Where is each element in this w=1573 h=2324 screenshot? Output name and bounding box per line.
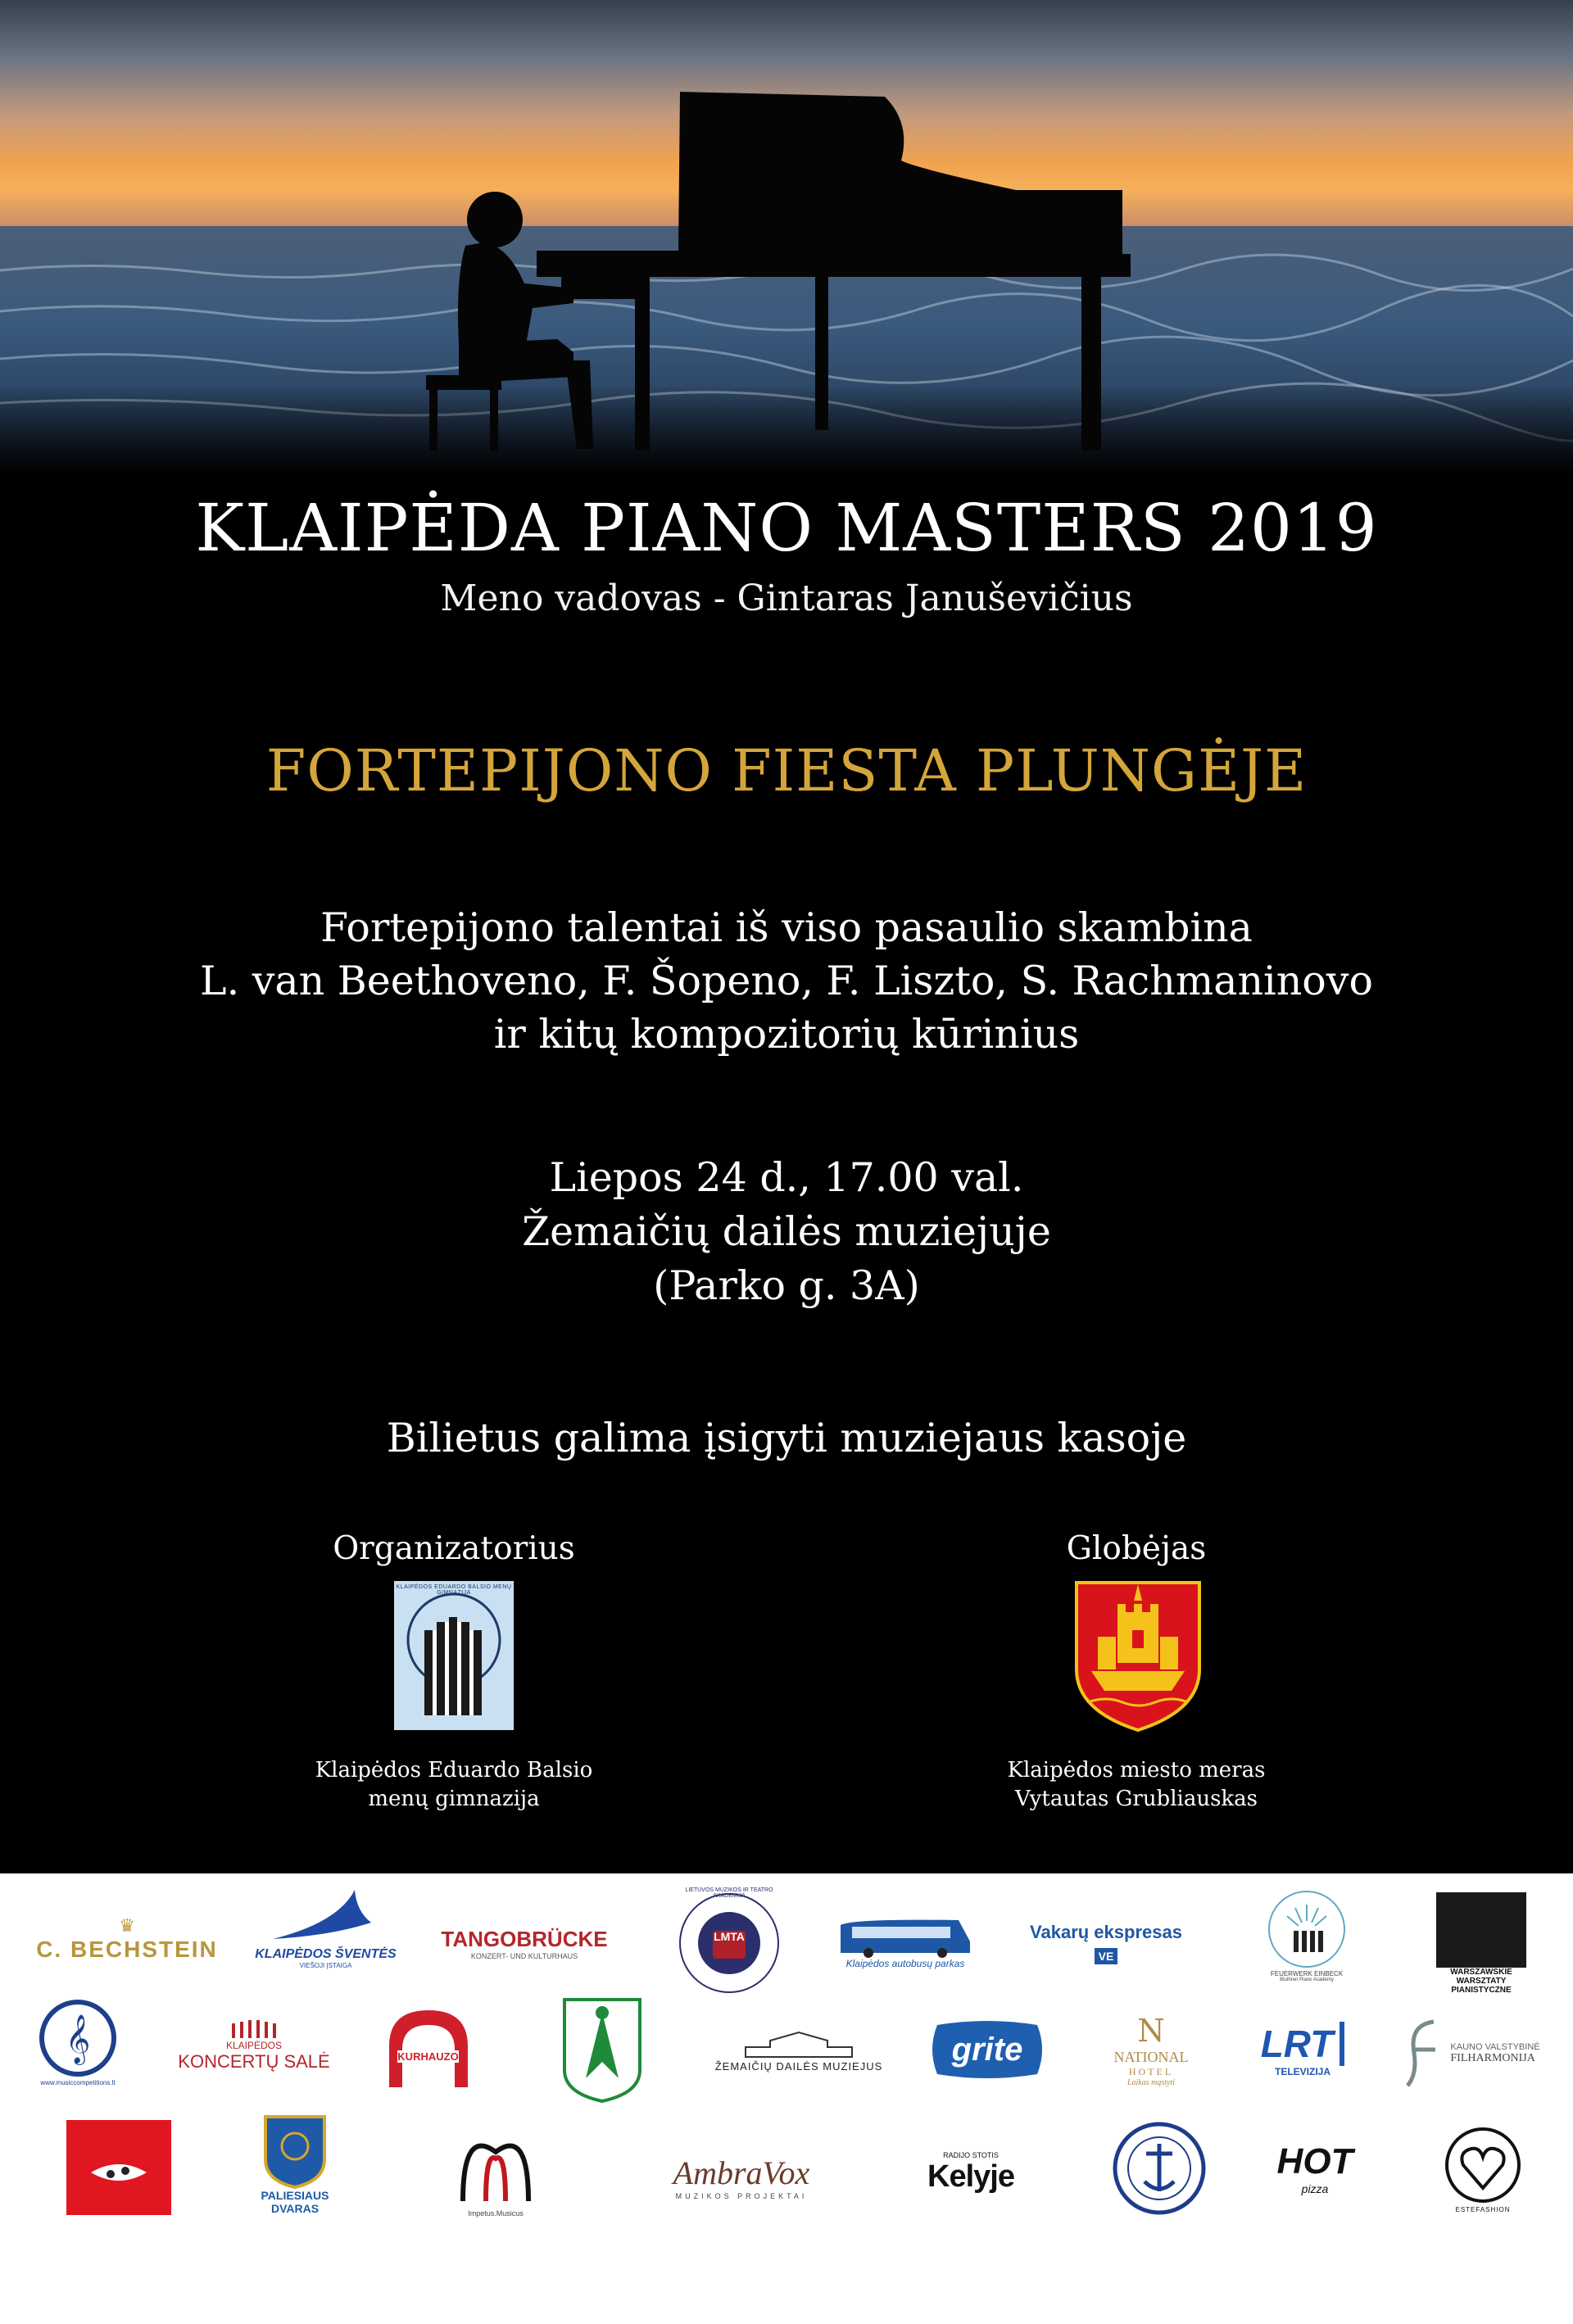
sponsor-vakaru-ekspresas[interactable]: Vakarų ekspresas VE	[1030, 1922, 1182, 1963]
patron-role: Globėjas	[1066, 1530, 1207, 1567]
sponsor-radijo-kelyje[interactable]: RADIJO STOTIS Kelyje	[927, 2150, 1014, 2194]
firework-piano-icon	[1266, 1888, 1348, 1970]
treble-clef-icon	[37, 1997, 119, 2079]
patron-name	[907, 1756, 1366, 1814]
event-venue: Žemaičių dailės muziejuje	[522, 1208, 1051, 1256]
organizer-name-line: menų gimnazija	[368, 1787, 540, 1812]
hero-image	[0, 0, 1573, 475]
sponsor-kauno-filharmonija[interactable]: KAUNO VALSTYBINĖ FILHARMONIJA	[1389, 2017, 1553, 2091]
dancer-shield-icon	[561, 1996, 643, 2103]
description-line: Fortepijono talentai iš viso pasaulio skambina	[320, 904, 1253, 951]
patron-block	[907, 1530, 1366, 1567]
sponsor-klaipedos-sventes[interactable]: KLAIPĖDOS ŠVENTĖS VIEŠOJI ĮSTAIGA	[250, 1880, 401, 1978]
sponsor-warszawskie-warsztaty[interactable]: WARSZAWSKIE WARSZTATY PIANISTYCZNE	[1432, 1882, 1530, 2005]
organizer-name-line: Klaipėdos Eduardo Balsio	[315, 1758, 593, 1783]
sponsor-red-music[interactable]	[66, 2119, 172, 2216]
event-date-time: Liepos 24 d., 17.00 val.	[549, 1154, 1024, 1201]
piano-sunset-illustration	[0, 0, 1573, 475]
sponsor-national-hotel[interactable]: N NATIONAL HOTEL Laikas mąstyti	[1113, 2012, 1189, 2087]
klaipeda-coat-of-arms	[1073, 1579, 1203, 1733]
sponsor-zemaiciu-dailes-muziejus[interactable]: ŽEMAIČIŲ DAILĖS MUZIEJUS	[705, 2017, 893, 2082]
sail-icon	[265, 1890, 388, 1947]
sponsor-lrt-televizija[interactable]: LRT TELEVIZIJA	[1241, 2009, 1364, 2091]
sponsor-impetus-musicus[interactable]: Impetus.Musicus	[426, 2111, 565, 2226]
paliesiaus-crest-icon	[262, 2113, 328, 2189]
gymnasium-logo	[394, 1581, 514, 1730]
svg-text:𝄞: 𝄞	[65, 2014, 91, 2064]
artistic-director: Meno vadovas - Gintaras Januševičius	[440, 578, 1133, 619]
sponsor-musiccompetitions[interactable]: 𝄞 www.musiccompetitions.lt	[16, 1988, 139, 2095]
sponsor-paliesiaus-dvaras[interactable]: PALIESIAUS DVARAS	[246, 2103, 344, 2226]
music-notes-icon	[66, 2120, 171, 2215]
patron-name-line: Vytautas Grubliauskas	[1014, 1787, 1258, 1812]
sponsor-folk-ensemble[interactable]	[557, 1992, 647, 2107]
event-title: FORTEPIJONO FIESTA PLUNGĖJE	[265, 737, 1308, 804]
heart-circle-icon	[1442, 2124, 1524, 2206]
bus-icon	[836, 1917, 975, 1958]
organizer-name	[224, 1756, 683, 1814]
national-monogram-icon: N	[1137, 2012, 1165, 2049]
sponsor-kurhauzo[interactable]: KURHAUZO	[381, 2005, 475, 2095]
event-description	[0, 901, 1573, 1061]
event-details	[0, 1151, 1573, 1313]
event-address: (Parko g. 3A)	[653, 1262, 920, 1310]
warszawskie-photo	[1436, 1892, 1526, 1968]
palace-icon	[737, 2027, 860, 2060]
gymnasium-logo-text: KLAIPĖDOS EDUARDO BALSIO MENŲ GIMNAZIJA	[396, 1584, 512, 1596]
sponsor-feuerwerk-einbeck[interactable]: FEUERWERK EINBECK Bluthner Piano Academy	[1253, 1878, 1360, 1992]
ticket-info: Bilietus galima įsigyti muziejaus kasoje	[386, 1415, 1187, 1461]
sponsor-hot-pizza[interactable]: HOT pizza	[1276, 2141, 1353, 2195]
sponsor-bechstein[interactable]: ♛ C. BECHSTEIN	[36, 1915, 218, 1962]
description-line: L. van Beethoveno, F. Šopeno, F. Liszto, S. Rachmaninovo	[200, 958, 1373, 1005]
sponsor-estefashion[interactable]: ESTEFASHION	[1430, 2115, 1536, 2222]
sponsor-juru-muziejus[interactable]	[1110, 2119, 1208, 2218]
sponsor-lmta[interactable]: LMTA LIETUVOS MUZIKOS IR TEATRO AKADEMIJA	[672, 1886, 786, 2000]
sponsor-ambravox[interactable]: AmbraVox MUZIKOS PROJEKTAI	[673, 2154, 810, 2200]
sponsor-grite[interactable]: grite	[926, 2013, 1049, 2086]
crown-icon: ♛	[119, 1915, 135, 1937]
patron-name-line: Klaipėdos miesto meras	[1007, 1758, 1266, 1783]
sponsors-strip	[0, 1873, 1573, 2324]
hall-icon	[225, 2018, 283, 2040]
sponsor-koncertu-sale[interactable]: KLAIPĖDOS KONCERTŲ SALĖ	[172, 2005, 336, 2086]
sponsor-autobusu-parkas[interactable]: Klaipėdos autobusų parkas	[819, 1902, 991, 1984]
filharmonija-f-icon	[1401, 2017, 1450, 2091]
organizer-role: Organizatorius	[333, 1530, 575, 1567]
organizer-block	[224, 1530, 683, 1567]
poster-title: KLAIPĖDA PIANO MASTERS 2019	[195, 490, 1378, 566]
description-line: ir kitų kompozitorių kūrinius	[493, 1011, 1080, 1058]
impetus-mark-icon	[447, 2119, 545, 2209]
sponsor-tangobrucke[interactable]: TANGOBRÜCKE KONZERT- UND KULTURHAUS	[441, 1926, 608, 1960]
